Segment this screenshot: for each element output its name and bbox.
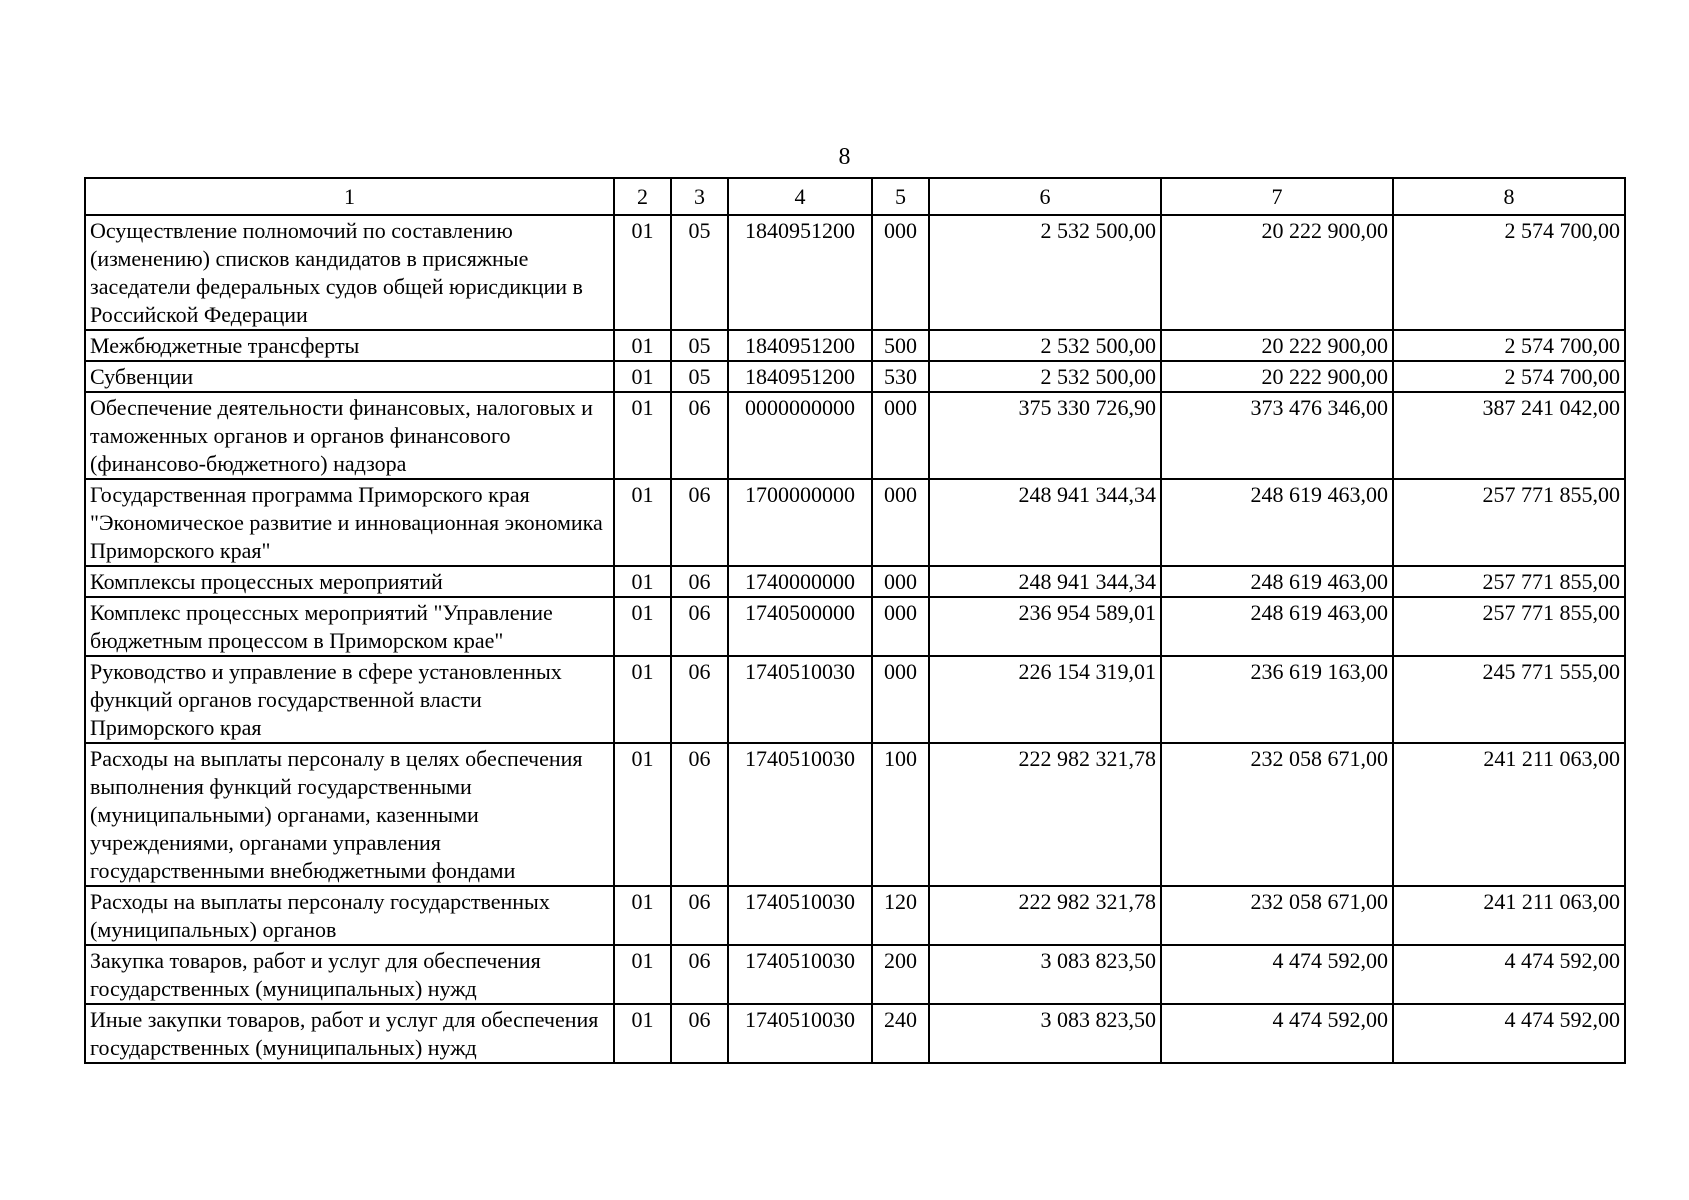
subsection-code: 06 xyxy=(671,566,728,597)
amount-col-6: 248 941 344,34 xyxy=(929,479,1161,566)
section-code: 01 xyxy=(614,597,671,656)
target-article-code: 1740510030 xyxy=(728,945,872,1004)
expense-type-code: 000 xyxy=(872,392,929,479)
row-name: Комплекс процессных мероприятий "Управление бюджетным процессом в Приморском крае" xyxy=(85,597,614,656)
expense-type-code: 000 xyxy=(872,656,929,743)
expense-type-code: 000 xyxy=(872,479,929,566)
target-article-code: 1700000000 xyxy=(728,479,872,566)
amount-col-8: 257 771 855,00 xyxy=(1393,597,1625,656)
amount-col-7: 373 476 346,00 xyxy=(1161,392,1393,479)
header-row xyxy=(85,178,1625,215)
expense-type-code: 120 xyxy=(872,886,929,945)
column-header-4: 4 xyxy=(728,178,872,215)
target-article-code: 1840951200 xyxy=(728,330,872,361)
section-code: 01 xyxy=(614,330,671,361)
row-name: Обеспечение деятельности финансовых, налоговых и таможенных органов и органов финансового (финансово-бюджетного) надзора xyxy=(85,392,614,479)
amount-col-8: 257 771 855,00 xyxy=(1393,479,1625,566)
column-header-1: 1 xyxy=(85,178,614,215)
amount-col-6: 2 532 500,00 xyxy=(929,361,1161,392)
expense-type-code: 500 xyxy=(872,330,929,361)
row-name: Субвенции xyxy=(85,361,614,392)
amount-col-8: 2 574 700,00 xyxy=(1393,330,1625,361)
column-header-7: 7 xyxy=(1161,178,1393,215)
amount-col-6: 222 982 321,78 xyxy=(929,743,1161,886)
table-row xyxy=(85,886,1625,945)
target-article-code: 1740500000 xyxy=(728,597,872,656)
table-row xyxy=(85,566,1625,597)
amount-col-7: 248 619 463,00 xyxy=(1161,566,1393,597)
amount-col-7: 20 222 900,00 xyxy=(1161,215,1393,330)
column-header-5: 5 xyxy=(872,178,929,215)
amount-col-7: 4 474 592,00 xyxy=(1161,1004,1393,1063)
expense-type-code: 100 xyxy=(872,743,929,886)
row-name: Осуществление полномочий по составлению (изменению) списков кандидатов в присяжные заседатели федеральных судов общей юрисдикции в Российской Федерации xyxy=(85,215,614,330)
amount-col-8: 4 474 592,00 xyxy=(1393,945,1625,1004)
amount-col-7: 236 619 163,00 xyxy=(1161,656,1393,743)
amount-col-6: 3 083 823,50 xyxy=(929,945,1161,1004)
table-row xyxy=(85,656,1625,743)
section-code: 01 xyxy=(614,479,671,566)
amount-col-6: 248 941 344,34 xyxy=(929,566,1161,597)
section-code: 01 xyxy=(614,215,671,330)
column-header-6: 6 xyxy=(929,178,1161,215)
table-row xyxy=(85,597,1625,656)
row-name: Межбюджетные трансферты xyxy=(85,330,614,361)
target-article-code: 1740510030 xyxy=(728,743,872,886)
page-number: 8 xyxy=(838,144,851,170)
amount-col-8: 241 211 063,00 xyxy=(1393,886,1625,945)
amount-col-7: 20 222 900,00 xyxy=(1161,361,1393,392)
target-article-code: 1840951200 xyxy=(728,361,872,392)
table-row xyxy=(85,330,1625,361)
subsection-code: 05 xyxy=(671,215,728,330)
subsection-code: 06 xyxy=(671,945,728,1004)
row-name: Иные закупки товаров, работ и услуг для обеспечения государственных (муниципальных) нужд xyxy=(85,1004,614,1063)
amount-col-7: 20 222 900,00 xyxy=(1161,330,1393,361)
amount-col-6: 375 330 726,90 xyxy=(929,392,1161,479)
amount-col-8: 4 474 592,00 xyxy=(1393,1004,1625,1063)
expense-type-code: 000 xyxy=(872,566,929,597)
amount-col-8: 245 771 555,00 xyxy=(1393,656,1625,743)
amount-col-8: 2 574 700,00 xyxy=(1393,361,1625,392)
subsection-code: 06 xyxy=(671,392,728,479)
subsection-code: 06 xyxy=(671,1004,728,1063)
table-row xyxy=(85,945,1625,1004)
table-row xyxy=(85,215,1625,330)
amount-col-6: 2 532 500,00 xyxy=(929,330,1161,361)
section-code: 01 xyxy=(614,1004,671,1063)
amount-col-8: 2 574 700,00 xyxy=(1393,215,1625,330)
row-name: Расходы на выплаты персоналу в целях обеспечения выполнения функций государственными (муниципальными) органами, казенными учреждениями, органами управления государственными внебюджетными фондами xyxy=(85,743,614,886)
amount-col-7: 232 058 671,00 xyxy=(1161,886,1393,945)
amount-col-6: 226 154 319,01 xyxy=(929,656,1161,743)
target-article-code: 1740510030 xyxy=(728,886,872,945)
subsection-code: 06 xyxy=(671,886,728,945)
amount-col-6: 3 083 823,50 xyxy=(929,1004,1161,1063)
table-row xyxy=(85,392,1625,479)
expense-type-code: 000 xyxy=(872,215,929,330)
subsection-code: 06 xyxy=(671,479,728,566)
amount-col-7: 4 474 592,00 xyxy=(1161,945,1393,1004)
section-code: 01 xyxy=(614,392,671,479)
column-header-3: 3 xyxy=(671,178,728,215)
table-row xyxy=(85,479,1625,566)
expense-type-code: 200 xyxy=(872,945,929,1004)
section-code: 01 xyxy=(614,743,671,886)
target-article-code: 1740000000 xyxy=(728,566,872,597)
amount-col-7: 248 619 463,00 xyxy=(1161,597,1393,656)
table-row xyxy=(85,1004,1625,1063)
amount-col-8: 257 771 855,00 xyxy=(1393,566,1625,597)
expense-type-code: 000 xyxy=(872,597,929,656)
subsection-code: 06 xyxy=(671,656,728,743)
amount-col-7: 232 058 671,00 xyxy=(1161,743,1393,886)
subsection-code: 06 xyxy=(671,597,728,656)
row-name: Закупка товаров, работ и услуг для обеспечения государственных (муниципальных) нужд xyxy=(85,945,614,1004)
table-row xyxy=(85,361,1625,392)
column-header-2: 2 xyxy=(614,178,671,215)
section-code: 01 xyxy=(614,886,671,945)
row-name: Комплексы процессных мероприятий xyxy=(85,566,614,597)
target-article-code: 1740510030 xyxy=(728,656,872,743)
section-code: 01 xyxy=(614,656,671,743)
row-name: Руководство и управление в сфере установленных функций органов государственной власти Приморского края xyxy=(85,656,614,743)
section-code: 01 xyxy=(614,945,671,1004)
amount-col-6: 236 954 589,01 xyxy=(929,597,1161,656)
budget-table xyxy=(84,177,1626,1064)
section-code: 01 xyxy=(614,566,671,597)
target-article-code: 1740510030 xyxy=(728,1004,872,1063)
target-article-code: 0000000000 xyxy=(728,392,872,479)
target-article-code: 1840951200 xyxy=(728,215,872,330)
table-row xyxy=(85,743,1625,886)
amount-col-8: 387 241 042,00 xyxy=(1393,392,1625,479)
amount-col-7: 248 619 463,00 xyxy=(1161,479,1393,566)
row-name: Государственная программа Приморского края "Экономическое развитие и инновационная экономика Приморского края" xyxy=(85,479,614,566)
amount-col-6: 222 982 321,78 xyxy=(929,886,1161,945)
amount-col-8: 241 211 063,00 xyxy=(1393,743,1625,886)
section-code: 01 xyxy=(614,361,671,392)
amount-col-6: 2 532 500,00 xyxy=(929,215,1161,330)
row-name: Расходы на выплаты персоналу государственных (муниципальных) органов xyxy=(85,886,614,945)
subsection-code: 05 xyxy=(671,330,728,361)
subsection-code: 05 xyxy=(671,361,728,392)
expense-type-code: 530 xyxy=(872,361,929,392)
subsection-code: 06 xyxy=(671,743,728,886)
expense-type-code: 240 xyxy=(872,1004,929,1063)
column-header-8: 8 xyxy=(1393,178,1625,215)
